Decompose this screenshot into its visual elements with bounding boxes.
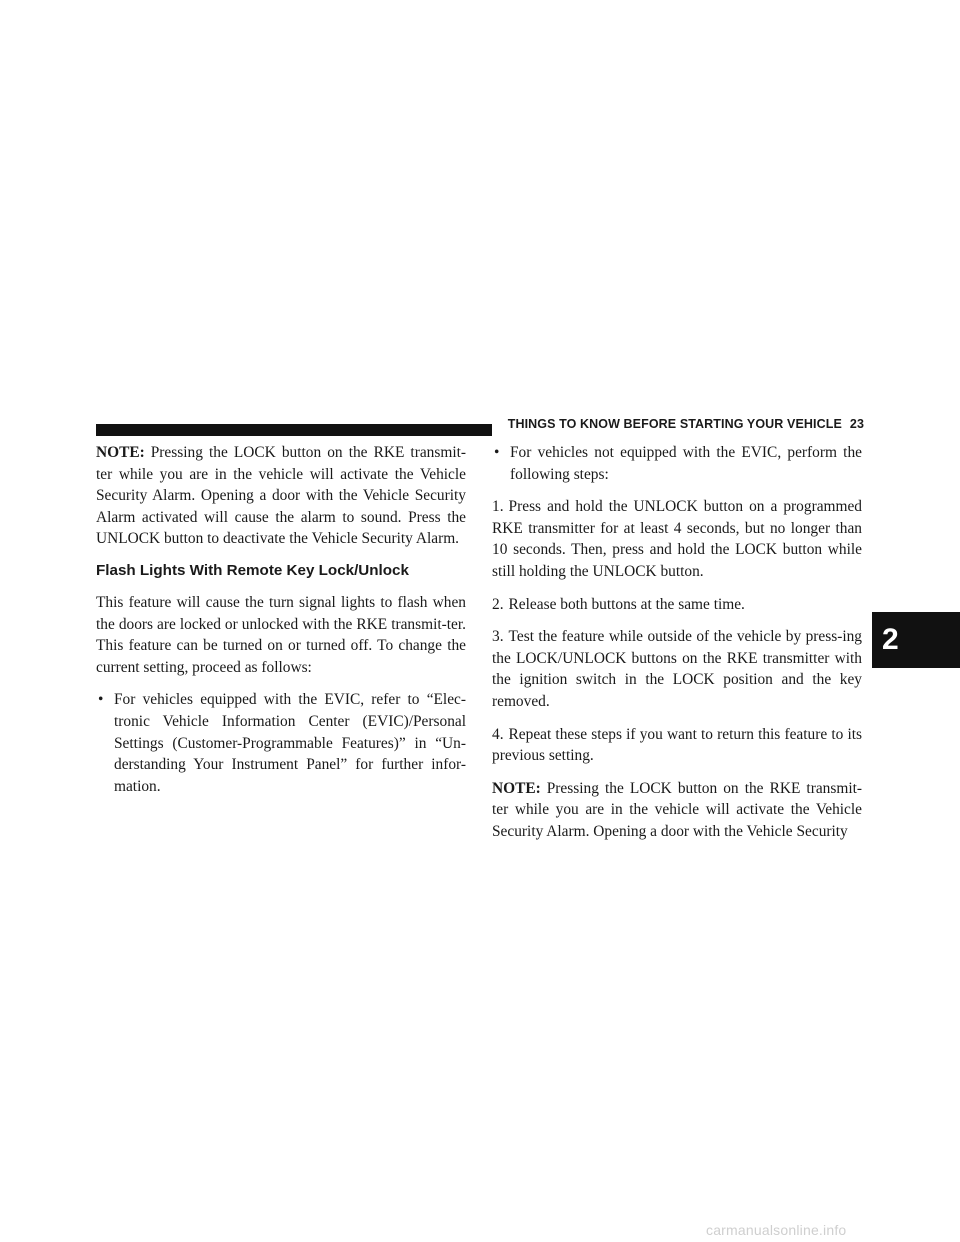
step-item [492, 496, 862, 582]
step-text: Repeat these steps if you want to return this feature to its previous setting. [492, 725, 862, 765]
chapter-tab: 2 [872, 612, 960, 668]
step-text: Test the feature while outside of the vehicle by press-ing the LOCK/UNLOCK buttons on the RKE transmitter with the ignition switch in the LOCK position and the key removed. [492, 628, 862, 710]
step-text: Press and hold the UNLOCK button on a programmed RKE transmitter for at least 4 seconds, but no longer than 10 seconds. Then, press and hold the LOCK button while still holding the UNLOCK button. [492, 498, 862, 580]
step-item [492, 594, 862, 616]
bullet-text: For vehicles equipped with the EVIC, refer to “Elec-tronic Vehicle Information Center (EVIC)/Personal Settings (Customer-Programmable Features)” in “Un-derstanding Your Instrument Panel” for further infor-mation. [114, 691, 466, 795]
note-paragraph [96, 442, 466, 550]
note-label: NOTE: [492, 779, 541, 797]
note-text: Pressing the LOCK button on the RKE transmit-ter while you are in the vehicle will activate the Vehicle Security Alarm. Opening a door with the Vehicle Security [492, 779, 862, 840]
step-item [492, 626, 862, 712]
step-number: 4. [492, 725, 504, 743]
bullet-symbol: • [494, 444, 500, 461]
bullet-symbol: • [98, 691, 104, 709]
bullet-text: For vehicles not equipped with the EVIC, perform the following steps: [510, 444, 862, 483]
step-item [492, 724, 862, 767]
header-rule [96, 424, 492, 436]
note-paragraph [492, 778, 862, 843]
running-header [504, 417, 864, 431]
section-title: THINGS TO KNOW BEFORE STARTING YOUR VEHICLE [507, 417, 842, 431]
watermark: carmanualsonline.info [706, 1222, 847, 1238]
bullet-item [96, 689, 466, 797]
right-column [492, 442, 862, 854]
intro-paragraph: This feature will cause the turn signal lights to flash when the doors are locked or unlocked with the RKE transmit-ter. This feature can be turned on or turned off. To change the current setting, proceed as follows: [96, 593, 466, 676]
note-label: NOTE: [96, 444, 145, 461]
step-number: 3. [492, 628, 504, 646]
step-number: 1. [492, 498, 504, 516]
step-text: Release both buttons at the same time. [508, 595, 745, 613]
left-column [96, 442, 466, 808]
page-number: 23 [849, 417, 864, 431]
section-heading: Flash Lights With Remote Key Lock/Unlock [96, 561, 409, 579]
bullet-item [492, 442, 862, 485]
step-number: 2. [492, 595, 504, 613]
note-text: Pressing the LOCK button on the RKE transmit-ter while you are in the vehicle will activate the Vehicle Security Alarm. Opening a door with the Vehicle Security Alarm activated will cause the alarm to sound. Press the UNLOCK button to deactivate the Vehicle Security Alarm. [96, 444, 466, 548]
